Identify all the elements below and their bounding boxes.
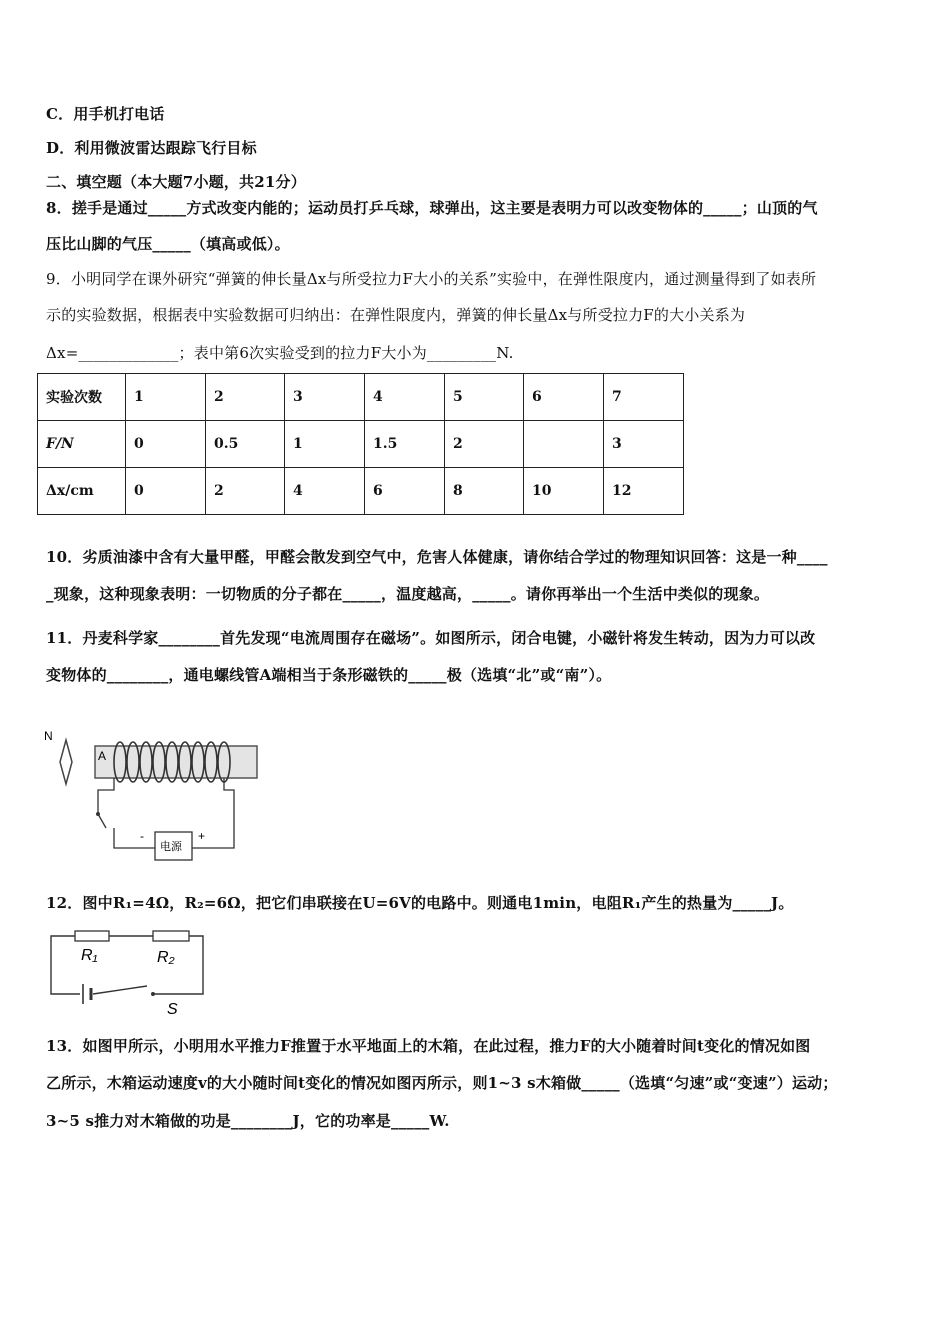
series-circuit-figure bbox=[45, 926, 210, 1018]
circuit-wires bbox=[51, 936, 203, 994]
question-13-line3: 3~5 s推力对木箱做的功是________J，它的功率是_____W. bbox=[46, 1112, 450, 1130]
question-13-line1: 13．如图甲所示，小明用水平推力F推置于水平地面上的木箱，在此过程，推力F的大小随着时间t变化的情况如图 bbox=[46, 1037, 811, 1055]
table-cell: 2 bbox=[206, 374, 285, 421]
solenoid-circuit-figure bbox=[40, 722, 270, 862]
question-13-line2: 乙所示，木箱运动速度v的大小随时间t变化的情况如图丙所示，则1~3 s木箱做_____（选填“匀速”或“变速”）运动； bbox=[46, 1074, 838, 1092]
table-cell: 3 bbox=[285, 374, 365, 421]
table-cell: 实验次数 bbox=[38, 374, 126, 421]
compass-north-label: N bbox=[44, 729, 53, 743]
table-cell: 12 bbox=[604, 468, 684, 515]
question-9-line1: 9．小明同学在课外研究“弹簧的伸长量Δx与所受拉力F大小的关系”实验中，在弹性限度内，通过测量得到了如表所 bbox=[46, 270, 817, 288]
table-cell: 10 bbox=[524, 468, 604, 515]
question-11-line1: 11．丹麦科学家________首先发现“电流周围存在磁场”。如图所示，闭合电键，小磁针将发生转动，因为力可以改 bbox=[46, 629, 816, 647]
table-row bbox=[38, 468, 684, 515]
solenoid-core bbox=[95, 746, 257, 778]
question-9-line3: Δx=_____________；表中第6次实验受到的拉力F大小为_________N. bbox=[46, 344, 514, 362]
table-row bbox=[38, 421, 684, 468]
table-cell: 7 bbox=[604, 374, 684, 421]
table-cell bbox=[524, 421, 604, 468]
table-cell: 0 bbox=[126, 468, 206, 515]
question-12-line1: 12．图中R₁=4Ω，R₂=6Ω，把它们串联接在U=6V的电路中。则通电1min，电阻R₁产生的热量为_____J。 bbox=[46, 894, 794, 912]
table-row bbox=[38, 374, 684, 421]
option-d: D．利用微波雷达跟踪飞行目标 bbox=[46, 139, 257, 157]
question-10-line2: _现象，这种现象表明：一切物质的分子都在_____，温度越高，_____。请你再举出一个生活中类似的现象。 bbox=[46, 585, 770, 603]
plus-terminal-label: + bbox=[198, 829, 206, 843]
section-heading: 二、填空题（本大题7小题，共21分） bbox=[46, 173, 306, 191]
question-10-line1: 10．劣质油漆中含有大量甲醛，甲醛会散发到空气中，危害人体健康，请你结合学过的物理知识回答：这是一种____ bbox=[46, 548, 828, 566]
resistor-r1 bbox=[75, 931, 109, 941]
table-cell: 1 bbox=[285, 421, 365, 468]
compass-needle-icon bbox=[60, 740, 72, 784]
data-table bbox=[37, 373, 684, 515]
question-8-line1: 8．搓手是通过_____方式改变内能的；运动员打乒乓球，球弹出，这主要是表明力可以改变物体的_____；山顶的气 bbox=[46, 199, 818, 217]
solenoid-end-label: A bbox=[98, 749, 107, 763]
question-11-line2: 变物体的________，通电螺线管A端相当于条形磁铁的_____极（选填“北”或“南”）。 bbox=[46, 666, 612, 684]
table-cell: 6 bbox=[524, 374, 604, 421]
table-cell: 6 bbox=[365, 468, 445, 515]
resistor-r2-label: R₂ bbox=[157, 949, 175, 966]
table-cell: 1.5 bbox=[365, 421, 445, 468]
switch-contact bbox=[151, 992, 155, 996]
switch-pivot bbox=[96, 812, 100, 816]
table-cell: 1 bbox=[126, 374, 206, 421]
table-cell: Δx/cm bbox=[38, 468, 126, 515]
table-cell: 0.5 bbox=[206, 421, 285, 468]
table-cell: 2 bbox=[206, 468, 285, 515]
table-cell: 8 bbox=[445, 468, 524, 515]
table-cell: 4 bbox=[285, 468, 365, 515]
table-cell: 2 bbox=[445, 421, 524, 468]
minus-terminal-label: - bbox=[140, 829, 144, 843]
table-cell: 4 bbox=[365, 374, 445, 421]
switch-label: S bbox=[167, 1001, 178, 1018]
table-cell: 5 bbox=[445, 374, 524, 421]
option-c: C．用手机打电话 bbox=[46, 105, 165, 123]
question-8-line2: 压比山脚的气压_____（填高或低）。 bbox=[46, 235, 290, 253]
power-source-label: 电源 bbox=[160, 841, 182, 853]
question-9-line2: 示的实验数据，根据表中实验数据可归纳出：在弹性限度内，弹簧的伸长量Δx与所受拉力F的大小关系为 bbox=[46, 306, 746, 324]
table-cell: 0 bbox=[126, 421, 206, 468]
resistor-r1-label: R₁ bbox=[81, 947, 98, 964]
table-cell: 3 bbox=[604, 421, 684, 468]
table-cell: F/N bbox=[38, 421, 126, 468]
resistor-r2 bbox=[153, 931, 189, 941]
